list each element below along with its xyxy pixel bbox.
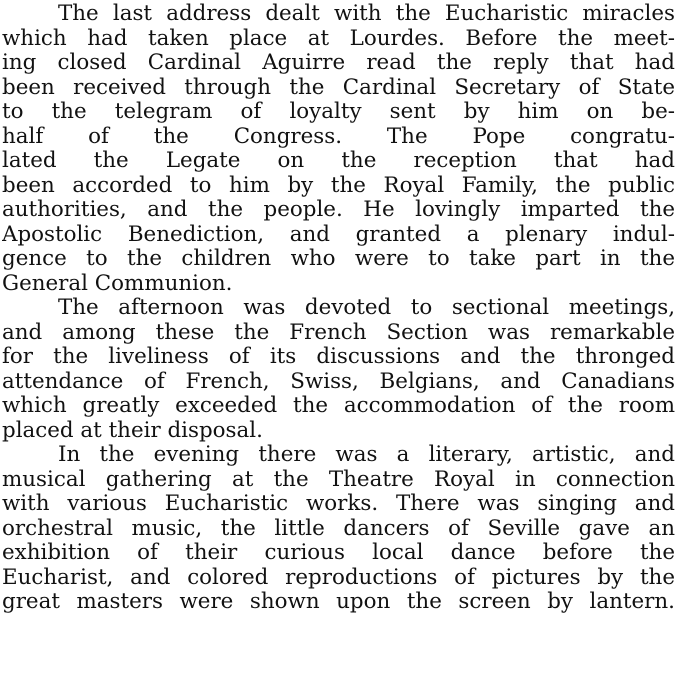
text-line: Apostolic Benediction, and granted a plenary indul- <box>2 221 675 247</box>
text-line: half of the Congress. The Pope congratu- <box>2 123 675 149</box>
text-line: orchestral music, the little dancers of Seville gave an <box>2 515 675 541</box>
text-line: for the liveliness of its discussions and the thronged <box>2 344 675 369</box>
paragraph-3 <box>2 443 675 615</box>
paragraph-2 <box>2 296 675 443</box>
text-line: been received through the Cardinal Secretary of State <box>2 74 675 100</box>
text-line: and among these the French Section was remarkable <box>2 319 675 345</box>
paragraph-1 <box>2 2 675 296</box>
text-line: Eucharist, and colored reproductions of pictures by the <box>2 564 675 590</box>
text-line: authorities, and the people. He lovingly imparted the <box>2 197 675 222</box>
text-line: musical gathering at the Theatre Royal in connection <box>2 466 675 492</box>
text-line: The afternoon was devoted to sectional meetings, <box>58 295 675 320</box>
text-line: been accorded to him by the Royal Family, the public <box>2 172 675 198</box>
text-line: In the evening there was a literary, artistic, and <box>58 442 675 467</box>
text-line: placed at their disposal. <box>2 417 263 443</box>
text-line: exhibition of their curious local dance before the <box>2 540 675 565</box>
text-line: to the telegram of loyalty sent by him on be- <box>2 99 675 124</box>
text-line: attendance of French, Swiss, Belgians, and Canadians <box>2 368 675 394</box>
text-line: great masters were shown upon the screen by lantern. <box>2 589 675 614</box>
text-line: with various Eucharistic works. There was singing and <box>2 491 675 516</box>
text-line: which greatly exceeded the accommodation of the room <box>2 393 675 418</box>
text-line: which had taken place at Lourdes. Before the meet- <box>2 25 675 51</box>
text-line: lated the Legate on the reception that had <box>2 148 675 173</box>
text-line: General Communion. <box>2 270 233 296</box>
text-line: gence to the children who were to take part in the <box>2 246 675 271</box>
text-line: ing closed Cardinal Aguirre read the reply that had <box>2 50 675 75</box>
document-page <box>2 2 675 685</box>
text-line: The last address dealt with the Eucharistic miracles <box>58 2 675 26</box>
